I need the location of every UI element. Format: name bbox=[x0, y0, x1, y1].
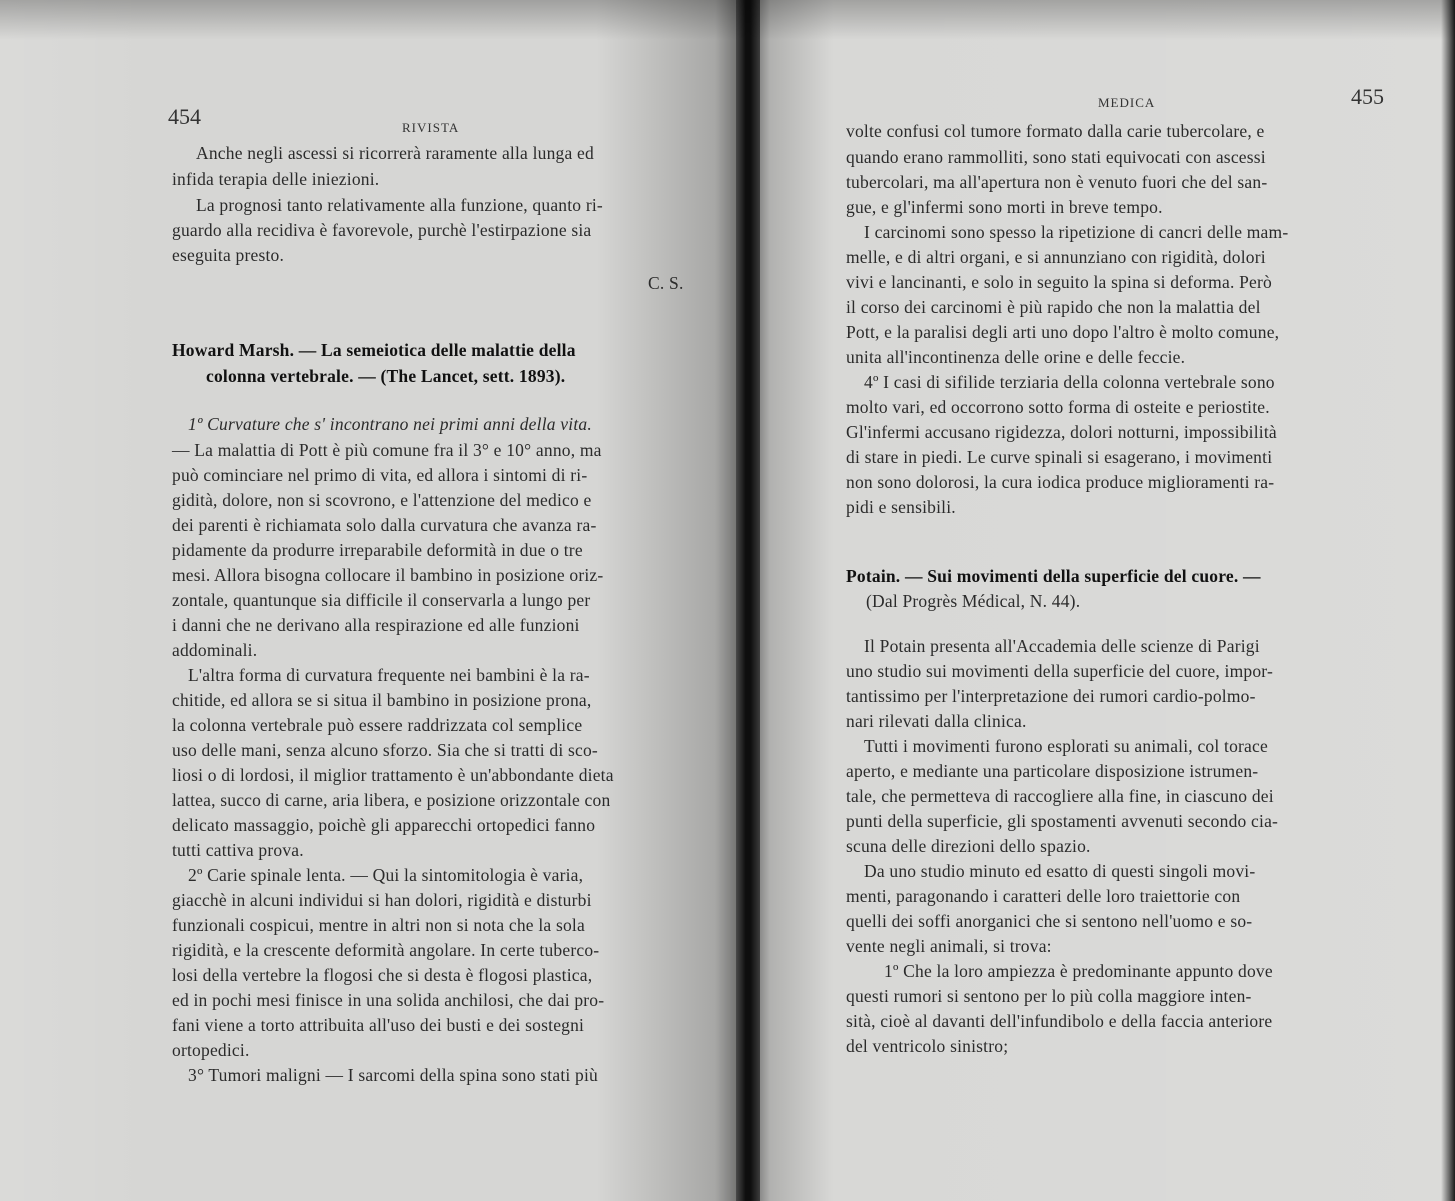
right-line-28: Da uno studio minuto ed esatto di questi singoli movi- bbox=[864, 861, 1256, 881]
left-line-2: infida terapia delle iniezioni. bbox=[172, 169, 380, 189]
left-line-34: ortopedici. bbox=[172, 1040, 250, 1060]
right-line-15: non sono dolorosi, la cura iodica produce miglioramenti ra- bbox=[846, 472, 1275, 492]
right-line-8: il corso dei carcinomi è più rapido che non la malattia del bbox=[846, 297, 1261, 317]
left-line-17: i danni che ne derivano alla respirazione ed alle funzioni bbox=[172, 615, 580, 635]
left-line-21: la colonna vertebrale può essere raddrizzata col semplice bbox=[172, 715, 583, 735]
right-line-26: punti della superficie, gli spostamenti avvenuti secondo cia- bbox=[846, 811, 1279, 831]
left-line-15: mesi. Allora bisogna collocare il bambino in posizione oriz- bbox=[172, 565, 604, 585]
left-line-1: Anche negli ascessi si ricorrerà raramente alla lunga ed bbox=[196, 143, 594, 163]
right-line-14: di stare in piedi. Le curve spinali si esagerano, i movimenti bbox=[846, 447, 1273, 467]
right-line-35: del ventricolo sinistro; bbox=[846, 1036, 1009, 1056]
right-line-20: uno studio sui movimenti della superficie del cuore, impor- bbox=[846, 661, 1273, 681]
left-line-25: delicato massaggio, poichè gli apparecchi ortopedici fanno bbox=[172, 815, 596, 835]
signature-initials: C. S. bbox=[648, 273, 684, 293]
left-line-20: chitide, ed allora se si situa il bambino in posizione prona, bbox=[172, 690, 592, 710]
left-line-18: addominali. bbox=[172, 640, 258, 660]
right-line-9: Pott, e la paralisi degli arti uno dopo l'altro è molto comune, bbox=[846, 322, 1280, 342]
left-line-16: zontale, quantunque sia difficile il conservarla a lungo per bbox=[172, 590, 591, 610]
right-line-1: volte confusi col tumore formato dalla carie tubercolare, e bbox=[846, 121, 1265, 141]
right-line-23: Tutti i movimenti furono esplorati su animali, col torace bbox=[864, 736, 1268, 756]
left-line-10: — La malattia di Pott è più comune fra il 3° e 10° anno, ma bbox=[172, 440, 602, 460]
left-line-5: eseguita presto. bbox=[172, 245, 285, 265]
right-line-29: menti, paragonando i caratteri delle loro traiettorie con bbox=[846, 886, 1241, 906]
right-line-30: quelli dei soffi anorganici che si sentono nell'uomo e so- bbox=[846, 911, 1253, 931]
left-line-19: L'altra forma di curvatura frequente nei bambini è la ra- bbox=[188, 665, 590, 685]
left-line-13: dei parenti è richiamata solo dalla curvatura che avanza ra- bbox=[172, 515, 597, 535]
right-line-10: unita all'incontinenza delle orine e delle feccie. bbox=[846, 347, 1186, 367]
left-line-3: La prognosi tanto relativamente alla funzione, quanto ri- bbox=[196, 195, 603, 215]
right-line-22: nari rilevati dalla clinica. bbox=[846, 711, 1027, 731]
right-line-19: Il Potain presenta all'Accademia delle scienze di Parigi bbox=[864, 636, 1260, 656]
left-line-14: pidamente da produrre irreparabile deformità in due o tre bbox=[172, 540, 583, 560]
left-line-26: tutti cattiva prova. bbox=[172, 840, 304, 860]
right-line-7: vivi e lancinanti, e solo in seguito la spina si deforma. Però bbox=[846, 272, 1272, 292]
right-page-number: 455 bbox=[1351, 84, 1384, 109]
left-line-29: funzionali cospicui, mentre in altri non si nota che la sola bbox=[172, 915, 585, 935]
right-line-4: gue, e gl'infermi sono morti in breve tempo. bbox=[846, 197, 1163, 217]
left-line-11: può cominciare nel primo di vita, ed allora i sintomi di ri- bbox=[172, 465, 588, 485]
right-line-11: 4º I casi di sifilide terziaria della colonna vertebrale sono bbox=[864, 372, 1275, 392]
left-line-28: giacchè in alcuni individui si han dolori, rigidità e disturbi bbox=[172, 890, 592, 910]
right-line-31: vente negli animali, si trova: bbox=[846, 936, 1052, 956]
right-line-5: I carcinomi sono spesso la ripetizione di cancri delle mam- bbox=[864, 222, 1289, 242]
right-running-head: MEDICA bbox=[1098, 95, 1156, 110]
left-line-22: uso delle mani, senza alcuno sforzo. Sia che si tratti di sco- bbox=[172, 740, 598, 760]
left-line-9: 1º Curvature che s' incontrano nei primi anni della vita. bbox=[188, 414, 592, 434]
right-line-34: sità, cioè al davanti dell'infundibolo e della faccia anteriore bbox=[846, 1011, 1273, 1031]
left-line-27: 2º Carie spinale lenta. — Qui la sintomitologia è varia, bbox=[188, 865, 584, 885]
article-heading-marsh-1: Howard Marsh. — La semeiotica delle malattie della bbox=[172, 340, 576, 360]
left-page-number: 454 bbox=[168, 104, 201, 129]
left-running-head: RIVISTA bbox=[402, 120, 460, 135]
right-line-21: tantissimo per l'interpretazione dei rumori cardio-polmo- bbox=[846, 686, 1256, 706]
right-line-27: scuna delle direzioni dello spazio. bbox=[846, 836, 1091, 856]
article-heading-potain-1: Potain. — Sui movimenti della superficie del cuore. — bbox=[846, 566, 1261, 586]
right-line-24: aperto, e mediante una particolare disposizione istrumen- bbox=[846, 761, 1259, 781]
right-line-12: molto vari, ed occorrono sotto forma di osteite e periostite. bbox=[846, 397, 1270, 417]
book-gutter bbox=[736, 0, 760, 1201]
left-line-30: rigidità, e la crescente deformità angolare. In certe tuberco- bbox=[172, 940, 600, 960]
left-line-12: gidità, dolore, non si scovrono, e l'attenzione del medico e bbox=[172, 490, 592, 510]
right-line-3: tubercolari, ma all'apertura non è venuto fuori che del san- bbox=[846, 172, 1268, 192]
left-line-33: fani viene a torto attribuita all'uso dei busti e dei sostegni bbox=[172, 1015, 585, 1035]
left-line-4: guardo alla recidiva è favorevole, purchè l'estirpazione sia bbox=[172, 220, 592, 240]
right-line-13: Gl'infermi accusano rigidezza, dolori notturni, impossibilità bbox=[846, 422, 1277, 442]
left-line-31: losi della vertebre la flogosi che si desta è flogosi plastica, bbox=[172, 965, 593, 985]
left-line-23: liosi o di lordosi, il miglior trattamento è un'abbondante dieta bbox=[172, 765, 614, 785]
left-line-35: 3° Tumori maligni — I sarcomi della spina sono stati più bbox=[188, 1065, 598, 1085]
left-line-24: lattea, succo di carne, aria libera, e posizione orizzontale con bbox=[172, 790, 611, 810]
page-edge-shadow bbox=[1441, 0, 1455, 1201]
left-line-32: ed in pochi mesi finisce in una solida anchilosi, che dai pro- bbox=[172, 990, 605, 1010]
article-heading-potain-2: (Dal Progrès Médical, N. 44). bbox=[866, 591, 1081, 611]
article-heading-marsh-2: colonna vertebrale. — (The Lancet, sett. 1893). bbox=[206, 366, 566, 386]
right-line-33: questi rumori si sentono per lo più colla maggiore inten- bbox=[846, 986, 1252, 1006]
right-line-25: tale, che permetteva di raccogliere alla fine, in ciascuno dei bbox=[846, 786, 1274, 806]
right-line-6: melle, e di altri organi, e si annunziano con rigidità, dolori bbox=[846, 247, 1266, 267]
right-line-32: 1º Che la loro ampiezza è predominante appunto dove bbox=[884, 961, 1273, 981]
right-line-2: quando erano rammolliti, sono stati equivocati con ascessi bbox=[846, 147, 1266, 167]
right-line-16: pidi e sensibili. bbox=[846, 497, 956, 517]
